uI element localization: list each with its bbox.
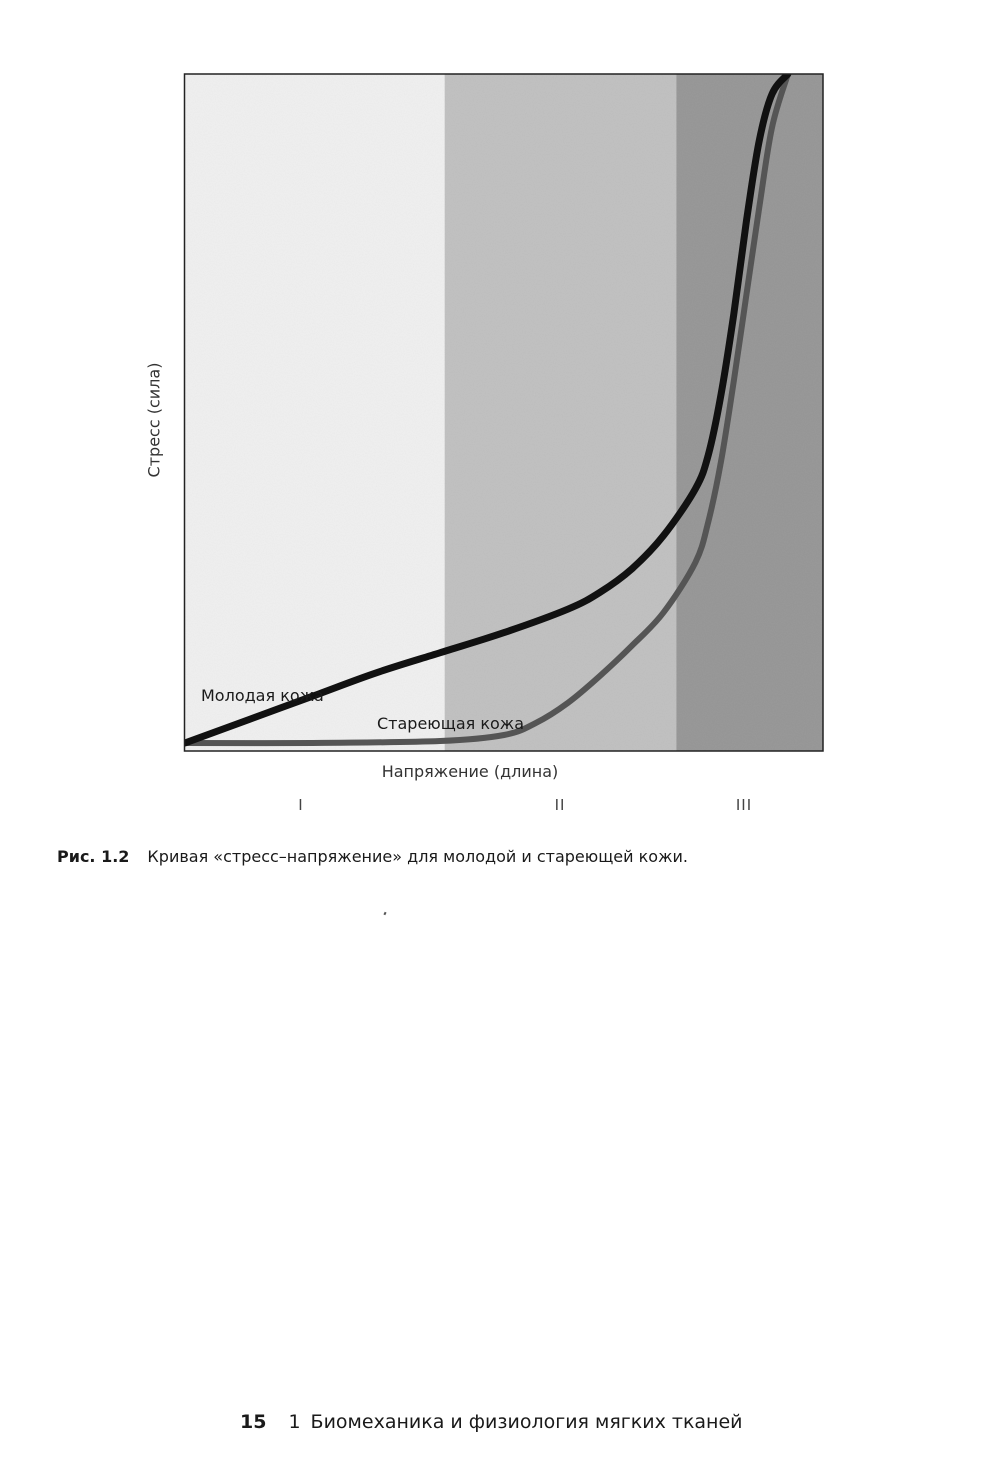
region-band-iii: [676, 74, 823, 751]
region-label-ii: II: [554, 796, 566, 814]
x-axis-label: Напряжение (длина): [381, 762, 559, 781]
series-label-young-skin: Молодая кожа: [201, 686, 324, 705]
page-number: 15: [240, 1411, 267, 1433]
series-label-aging-skin: Стареющая кожа: [377, 714, 525, 733]
page-footer: [240, 1411, 743, 1433]
y-axis-label: Стресс (сила): [144, 362, 164, 478]
figure-caption: [57, 847, 688, 866]
chapter-number: 1: [288, 1411, 301, 1433]
figure-caption-text: Кривая «стресс–напряжение» для молодой и стареющей кожи.: [147, 847, 688, 866]
chapter-title: Биомеханика и физиология мягких тканей: [310, 1411, 743, 1433]
figure-number: Рис. 1.2: [57, 847, 130, 866]
stray-mark: [383, 912, 386, 916]
region-label-i: I: [298, 796, 304, 814]
region-label-iii: III: [735, 796, 753, 814]
region-band-i: [185, 74, 445, 751]
region-band-ii: [445, 74, 677, 751]
